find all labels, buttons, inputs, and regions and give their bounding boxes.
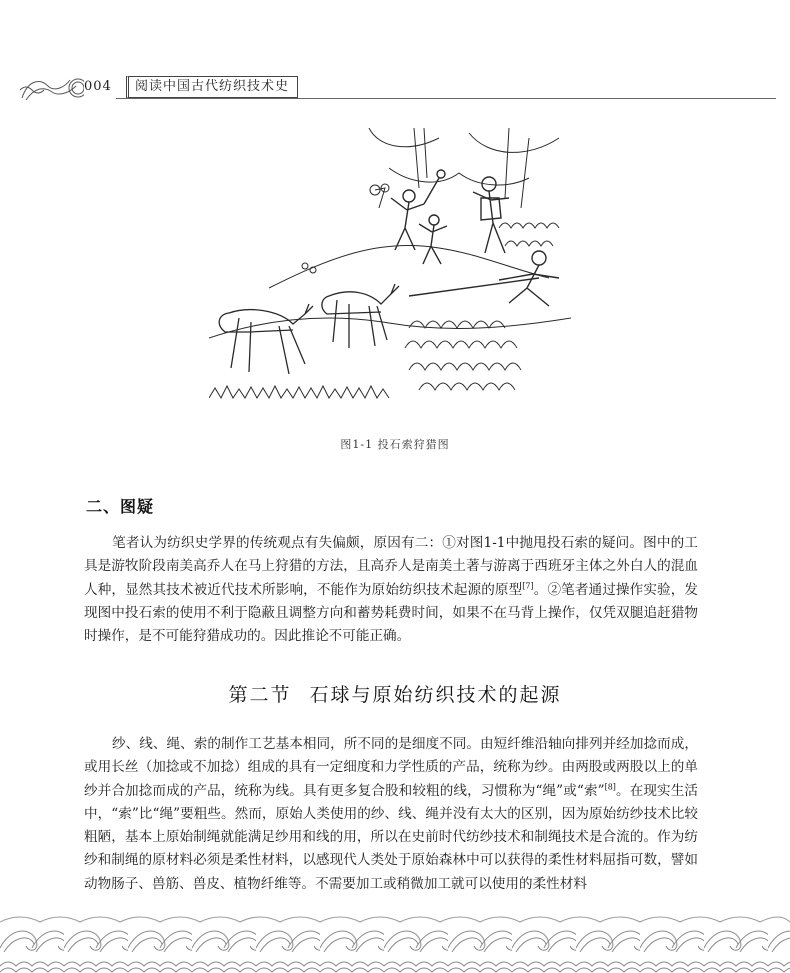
header-ornament-icon — [18, 70, 84, 106]
chapter-title: 石球与原始纺织技术的起源 — [309, 684, 562, 706]
running-header — [18, 70, 778, 110]
header-rule — [116, 98, 776, 99]
page-number: 004 — [84, 79, 112, 94]
book-title: 阅读中国古代纺织技术史 — [126, 76, 298, 98]
chapter-heading — [0, 680, 790, 707]
body-paragraph — [84, 733, 698, 896]
section-text-before: 笔者认为纺织史学界的传统观点有失偏颇，原因有二：①对图1-1中抛甩投石索的疑问。图中的工具是游牧阶段南美高乔人在马上狩猎的方法，且高乔人是南美土著与游离于西班牙主体之外白人的混血人种，显然其技术被近代技术所影响，不能作为原始纺织技术起源的原型 — [84, 535, 698, 598]
section-heading: 二、图疑 — [86, 497, 155, 516]
figure-caption: 图1-1 投石索狩猎图 — [340, 438, 450, 451]
body-text-after: 。在现实生活中，“索”比“绳”要粗些。然而，原始人类使用的纱、线、绳并没有太大的区别，因为原始纺纱技术比较粗陋，基本上原始制绳就能满足纱用和线的用，所以在史前时代纺纱技术和制绳技术是合流的。作为纺纱和制绳的原材料必须是柔性材料，以感现代人类处于原始森林中可以获得的柔性材料屈指可数，譬如动物肠子、兽筋、兽皮、植物纤维等。不需要加工或稍微加工就可以使用的柔性材料 — [84, 782, 699, 892]
section-paragraph — [84, 532, 698, 648]
wave-footer-ornament — [0, 908, 790, 973]
footnote-ref[interactable]: [7] — [522, 581, 534, 591]
chapter-number: 第二节 — [228, 684, 292, 706]
hunting-illustration — [209, 128, 571, 414]
section-text-after: 。②笔者通过操作实验，发现图中投石索的使用不利于隐蔽且调整方向和蓄势耗费时间，如果不在马背上操作，仅凭双腿追赶猎物时操作，是不可能狩猎成功的。因此推论不可能正确。 — [84, 581, 699, 645]
body-text-before: 纱、线、绳、索的制作工艺基本相同，所不同的是细度不同。由短纤维沿轴向排列并经加捻而成，或用长丝（加捻或不加捻）组成的具有一定细度和力学性质的产品，统称为纱。由两股或两股以上的单纱并合加捻而成的产品，统称为线。具有更多复合股和较粗的线，习惯称为“绳”或“索” — [84, 736, 698, 799]
footnote-ref[interactable]: [8] — [604, 782, 616, 792]
